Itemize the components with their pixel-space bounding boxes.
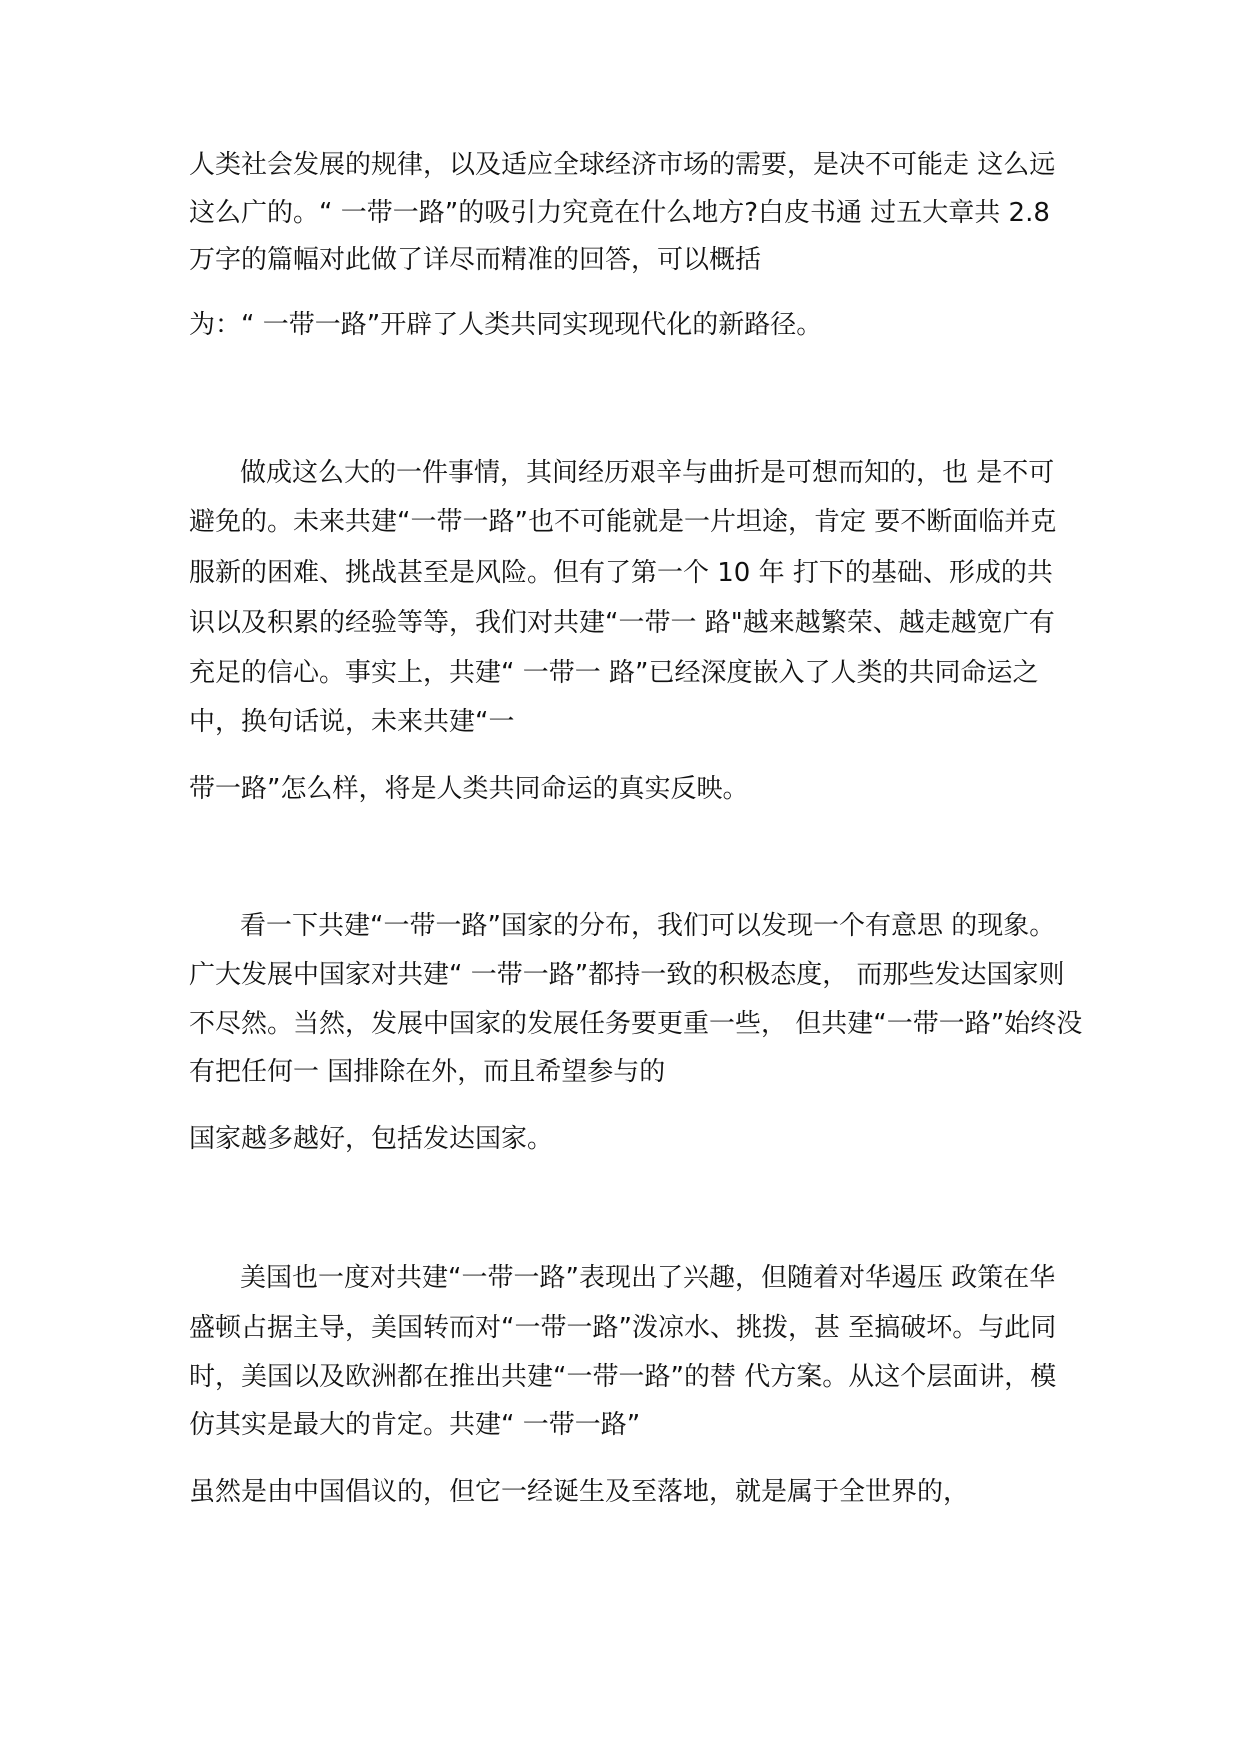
paragraph-2-line-2: 避免的。未来共建“一带一路”也不可能就是一片坦途，肯定 要不断面临并克 bbox=[189, 507, 1057, 537]
paragraph-4-line-4: 仿其实是最大的肯定。共建“ 一带一路” bbox=[189, 1410, 641, 1440]
paragraph-4-line-1: 美国也一度对共建“一带一路”表现出了兴趣，但随着对华遏压 政策在华 bbox=[240, 1263, 1056, 1293]
paragraph-3-line-2: 广大发展中国家对共建“ 一带一路”都持一致的积极态度， 而那些发达国家则 bbox=[189, 960, 1065, 990]
paragraph-3-line-5: 国家越多越好，包括发达国家。 bbox=[189, 1124, 554, 1154]
paragraph-2-line-1: 做成这么大的一件事情，其间经历艰辛与曲折是可想而知的，也 是不可 bbox=[240, 458, 1055, 488]
paragraph-3-line-1: 看一下共建“一带一路”国家的分布，我们可以发现一个有意思 的现象。 bbox=[240, 911, 1056, 941]
paragraph-3-line-3: 不尽然。当然，发展中国家的发展任务要更重一些， 但共建“一带一路”始终没 bbox=[189, 1009, 1083, 1039]
paragraph-1-line-4: 为：“ 一带一路”开辟了人类共同实现现代化的新路径。 bbox=[189, 310, 823, 340]
paragraph-2-line-6: 中，换句话说，未来共建“一 bbox=[189, 707, 515, 737]
paragraph-2-line-4: 识以及积累的经验等等，我们对共建“一带一 路"越来越繁荣、越走越宽广有 bbox=[189, 608, 1055, 638]
paragraph-4-line-5: 虽然是由中国倡议的，但它一经诞生及至落地，就是属于全世界的， bbox=[189, 1477, 970, 1507]
paragraph-2-line-3: 服新的困难、挑战甚至是风险。但有了第一个 10 年 打下的基础、形成的共 bbox=[189, 558, 1053, 588]
paragraph-2-line-7: 带一路”怎么样，将是人类共同命运的真实反映。 bbox=[189, 774, 749, 804]
paragraph-1-line-2: 这么广的。“ 一带一路”的吸引力究竟在什么地方?白皮书通 过五大章共 2.8 bbox=[189, 198, 1050, 228]
paragraph-4-line-2: 盛顿占据主导，美国转而对“一带一路”泼凉水、挑拨，甚 至搞破坏。与此同 bbox=[189, 1313, 1057, 1343]
paragraph-4-line-3: 时，美国以及欧洲都在推出共建“一带一路”的替 代方案。从这个层面讲，模 bbox=[189, 1362, 1057, 1392]
paragraph-1-line-3: 万字的篇幅对此做了详尽而精准的回答，可以概括 bbox=[189, 245, 762, 275]
paragraph-1-line-1: 人类社会发展的规律，以及适应全球经济市场的需要，是决不可能走 这么远 bbox=[189, 150, 1056, 180]
paragraph-3-line-4: 有把任何一 国排除在外，而且希望参与的 bbox=[189, 1057, 666, 1087]
paragraph-2-line-5: 充足的信心。事实上，共建“ 一带一 路”已经深度嵌入了人类的共同命运之 bbox=[189, 658, 1039, 688]
